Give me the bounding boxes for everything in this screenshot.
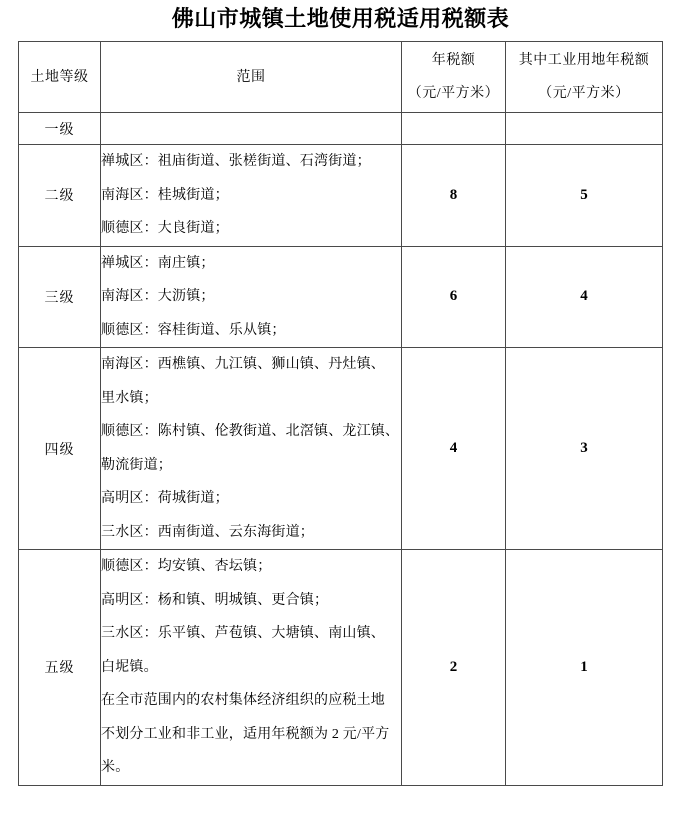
col-header-industrial-tax	[506, 42, 663, 113]
annual-tax-cell: 8	[402, 145, 506, 247]
annual-tax-cell: 2	[402, 550, 506, 786]
scope-line: 里水镇；	[101, 390, 158, 406]
land-grade-cell: 二级	[19, 145, 101, 247]
industrial-tax-cell: 1	[506, 550, 663, 786]
scope-line: 米。	[101, 760, 130, 775]
table-row	[19, 113, 663, 145]
scope-line: 南海区：西樵镇、九江镇、狮山镇、丹灶镇、	[101, 357, 385, 372]
col-header-annual-tax	[402, 42, 506, 113]
scope-line: 禅城区：南庄镇；	[101, 255, 215, 271]
annual-tax-cell: 4	[402, 348, 506, 550]
scope-line: 高明区：杨和镇、明城镇、更合镇；	[101, 592, 329, 608]
col-header-industrial-tax-line1: 其中工业用地年税额	[518, 53, 650, 68]
scope-line: 顺德区：大良街道；	[101, 221, 229, 236]
annual-tax-cell: 6	[402, 246, 506, 348]
land-grade-cell: 五级	[19, 550, 101, 786]
col-header-land-grade	[19, 42, 101, 113]
industrial-tax-cell: 4	[506, 246, 663, 348]
land-grade-cell: 四级	[19, 348, 101, 550]
industrial-tax-cell: 3	[506, 348, 663, 550]
scope-line: 高明区：荷城街道；	[101, 491, 229, 506]
scope-cell	[101, 348, 402, 550]
col-header-land-grade-label: 土地等级	[30, 69, 89, 85]
tax-rate-table	[18, 41, 663, 786]
scope-line: 不划分工业和非工业，适用年税额为 2 元/平方	[101, 726, 390, 742]
scope-cell	[101, 246, 402, 348]
industrial-tax-cell	[506, 113, 663, 145]
col-header-annual-tax-line1: 年税额	[431, 53, 476, 68]
scope-line: 禅城区：祖庙街道、张槎街道、石湾街道；	[101, 154, 371, 169]
scope-line: 顺德区：容桂街道、乐从镇；	[101, 322, 286, 338]
scope-cell	[101, 113, 402, 145]
industrial-tax-cell: 5	[506, 145, 663, 247]
table-header	[19, 42, 663, 113]
scope-cell	[101, 145, 402, 247]
scope-line: 顺德区：陈村镇、伦教街道、北滘镇、龙江镇、	[101, 424, 400, 439]
annual-tax-cell	[402, 113, 506, 145]
scope-line: 南海区：大沥镇；	[101, 289, 215, 304]
land-grade-cell: 三级	[19, 246, 101, 348]
table-row	[19, 348, 663, 550]
col-header-scope	[101, 42, 402, 113]
scope-line: 勒流街道；	[101, 457, 172, 473]
col-header-industrial-tax-line2: （元/平方米）	[538, 86, 630, 101]
tax-table-body	[19, 113, 663, 786]
land-grade-cell: 一级	[19, 113, 101, 145]
scope-line: 三水区：西南街道、云东海街道；	[101, 524, 314, 540]
table-header-row	[19, 42, 663, 113]
col-header-annual-tax-line2: （元/平方米）	[407, 86, 500, 101]
table-row	[19, 246, 663, 348]
scope-cell	[101, 550, 402, 786]
scope-line: 在全市范围内的农村集体经济组织的应税土地	[101, 693, 385, 708]
col-header-scope-label: 范围	[236, 69, 266, 85]
scope-line: 南海区：桂城街道；	[101, 187, 229, 203]
table-row	[19, 550, 663, 786]
scope-line: 白坭镇。	[101, 659, 158, 675]
scope-line: 三水区：乐平镇、芦苞镇、大塘镇、南山镇、	[101, 626, 385, 641]
page-title: 佛山市城镇土地使用税适用税额表	[171, 6, 510, 31]
table-row	[19, 145, 663, 247]
scope-line: 顺德区：均安镇、杏坛镇；	[101, 559, 272, 574]
